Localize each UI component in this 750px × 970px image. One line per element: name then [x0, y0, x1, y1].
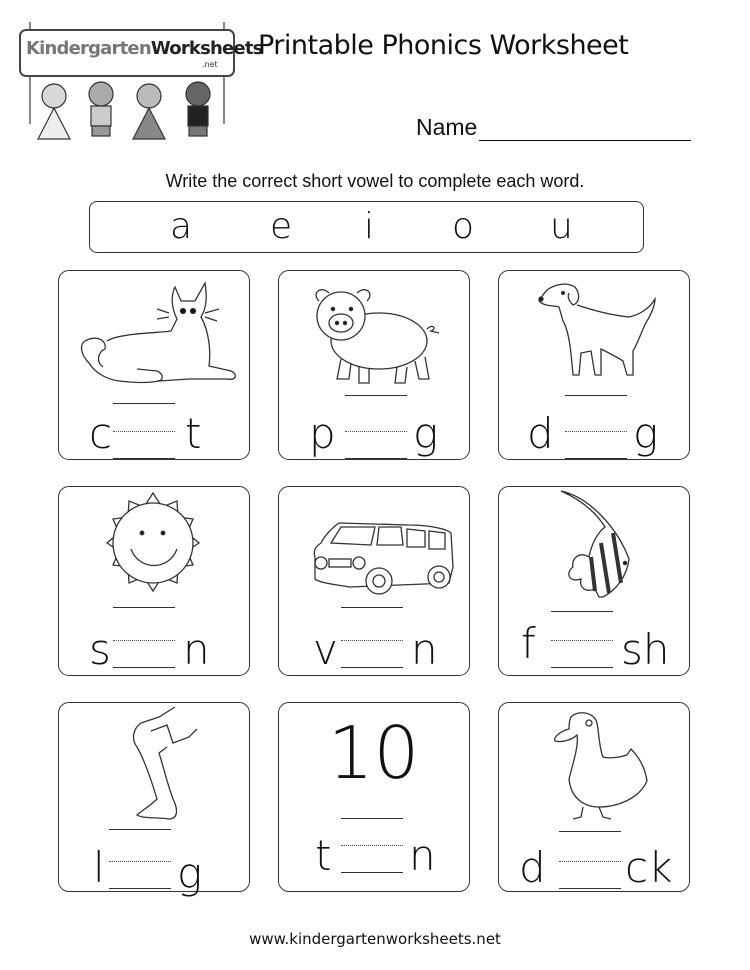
- vowel-a: a: [170, 206, 193, 247]
- word-prefix: f: [521, 619, 536, 668]
- leg-icon: [59, 703, 248, 823]
- picture-underline: [113, 607, 175, 608]
- vowel-blank-input[interactable]: [559, 861, 621, 889]
- name-input-line[interactable]: [479, 118, 691, 141]
- sun-icon: [59, 487, 248, 607]
- picture-underline: [109, 829, 171, 830]
- logo-text-kindergarten: Kindergarten: [26, 38, 151, 59]
- vowel-blank-input[interactable]: [341, 845, 403, 873]
- card-ten: [278, 702, 470, 892]
- word-prefix: d: [527, 409, 554, 458]
- instructions-text: Write the correct short vowel to complete each word.: [165, 171, 585, 191]
- word-suffix: g: [413, 409, 439, 458]
- vowel-blank-input[interactable]: [551, 640, 613, 668]
- name-label: Name: [416, 114, 478, 140]
- vowel-blank-input[interactable]: [109, 861, 171, 889]
- word-prefix: t: [315, 831, 332, 880]
- picture-underline: [341, 818, 403, 819]
- picture-underline: [113, 403, 175, 404]
- picture-underline: [551, 611, 613, 612]
- vowel-e: e: [270, 206, 293, 247]
- word-prefix: c: [89, 409, 113, 458]
- logo-suffix: .net: [202, 60, 218, 69]
- vowel-o: o: [452, 206, 475, 247]
- word-prefix: p: [309, 409, 336, 458]
- picture-underline: [559, 831, 621, 832]
- card-cat: [58, 270, 250, 460]
- card-leg: [58, 702, 250, 898]
- word-suffix: g: [633, 409, 659, 458]
- cat-icon: [59, 271, 248, 391]
- vowel-blank-input[interactable]: [113, 640, 175, 668]
- page-title: Printable Phonics Worksheet: [258, 30, 629, 61]
- card-sun: [58, 486, 250, 676]
- word-prefix: s: [89, 625, 111, 674]
- word-prefix: v: [313, 625, 338, 674]
- vowel-blank-input[interactable]: [565, 431, 627, 459]
- word-suffix: n: [183, 625, 210, 674]
- vowel-bank: [89, 201, 644, 253]
- card-van: [278, 486, 470, 676]
- picture-underline: [345, 395, 407, 396]
- word-suffix: t: [185, 409, 202, 458]
- card-dog: [498, 270, 690, 460]
- word-prefix: d: [519, 843, 546, 892]
- footer-url: www.kindergartenworksheets.net: [249, 930, 501, 948]
- duck-icon: [499, 703, 688, 823]
- name-field[interactable]: [416, 114, 691, 141]
- word-suffix: sh: [621, 625, 670, 674]
- site-logo: [16, 14, 263, 144]
- word-suffix: n: [409, 831, 436, 880]
- card-fish: [498, 486, 690, 676]
- vowel-blank-input[interactable]: [345, 431, 407, 459]
- logo-kids-icon: [16, 14, 236, 144]
- card-pig: [278, 270, 470, 460]
- word-suffix: g: [177, 849, 203, 898]
- word-prefix: l: [93, 843, 105, 892]
- picture-underline: [341, 607, 403, 608]
- vowel-u: u: [550, 206, 573, 247]
- card-duck: [498, 702, 690, 892]
- logo-text-worksheets: Worksheets: [150, 38, 263, 59]
- fish-icon: [499, 487, 688, 607]
- picture-underline: [565, 395, 627, 396]
- vowel-blank-input[interactable]: [113, 431, 175, 459]
- dog-icon: [499, 271, 688, 391]
- van-icon: [279, 487, 468, 607]
- word-suffix: ck: [625, 843, 673, 892]
- vowel-blank-input[interactable]: [341, 640, 403, 668]
- word-suffix: n: [411, 625, 438, 674]
- pig-icon: [279, 271, 468, 391]
- vowel-i: i: [364, 206, 375, 247]
- ten-icon: 10: [327, 711, 420, 795]
